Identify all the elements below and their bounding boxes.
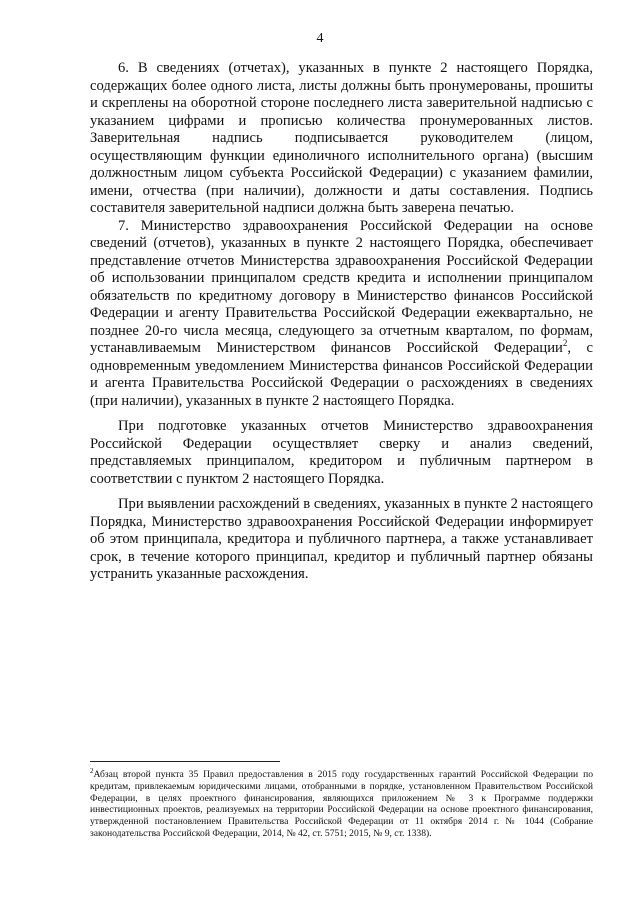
page-number: 4 xyxy=(316,31,324,46)
footnote xyxy=(90,766,593,840)
footnote-separator xyxy=(90,761,280,762)
paragraph-7 xyxy=(90,218,593,411)
document-body xyxy=(90,60,593,592)
footnote-text: Абзац второй пункта 35 Правил предоставления в 2015 году государственных гарантий Российской Федерации по кредитам, привлекаемым юридическими лицами, отобранными в порядке, установленном Правительством Российской Федерации, в целях проектного финансирования, являющихся приложением № 3 к Программе поддержки инвестиционных проектов, реализуемых на территории Российской Федерации на основе проектного финансирования, утвержденной постановлением Правительства Российской Федерации от 11 октября 2014 г. № 1044 (Собрание законодательства Российской Федерации, 2014, № 42, ст. 5751; 2015, № 9, ст. 1338). xyxy=(90,769,593,839)
paragraph-7-text-start: 7. Министерство здравоохранения Российской Федерации на основе сведений (отчетов), указанных в пункте 2 настоящего Порядка, обеспечивает представление отчетов Министерства здравоохранения Российской Федерации об использовании принципалом средств кредита и исполнении принципалом обязательств по кредитному договору в Министерство финансов Российской Федерации и агенту Правительства Российской Федерации ежеквартально, не позднее 20-го числа месяца, следующего за отчетным кварталом, по формам, устанавливаемым Министерством финансов Российской Федерации xyxy=(90,217,593,356)
paragraph-7-text-end: , с одновременным уведомлением Министерства финансов Российской Федерации и агента Правительства Российской Федерации о расхождениях в сведениях (при наличии), указанных в пункте 2 настоящего Порядка. xyxy=(90,340,594,409)
paragraph-verification: При подготовке указанных отчетов Министерство здравоохранения Российской Федерации осуществляет сверку и анализ сведений, представляемых принципалом, кредитором и публичным партнером в соответствии с пунктом 2 настоящего Порядка. xyxy=(90,418,593,487)
paragraph-6: 6. В сведениях (отчетах), указанных в пункте 2 настоящего Порядка, содержащих более одного листа, листы должны быть пронумерованы, прошиты и скреплены на оборотной стороне последнего листа заверительной надписью с указанием цифрами и прописью количества пронумерованных листов. Заверительная надпись подписывается руководителем (лицом, осуществляющим функции единоличного исполнительного органа) (высшим должностным лицом субъекта Российской Федерации) с указанием фамилии, имени, отчества (при наличии), должности и даты составления. Подпись составителя заверительной надписи должна быть заверена печатью. xyxy=(90,60,593,216)
footnote-marker: 2 xyxy=(90,766,94,775)
footnote-reference: 2 xyxy=(562,338,568,349)
paragraph-discrepancies: При выявлении расхождений в сведениях, указанных в пункте 2 настоящего Порядка, Министерство здравоохранения Российской Федерации информирует об этом принципала, кредитора и публичного партнера, а также устанавливает срок, в течение которого принципал, кредитор и публичный партнер обязаны устранить указанные расхождения. xyxy=(90,496,593,582)
